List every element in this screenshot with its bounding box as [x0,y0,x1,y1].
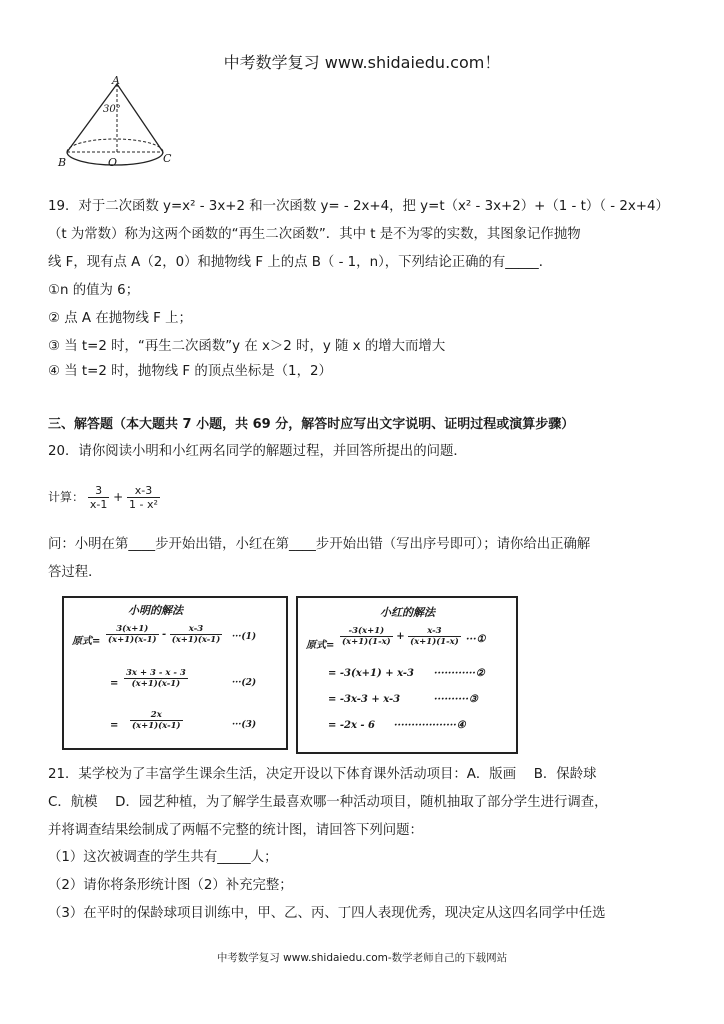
xh-s1-op: + [396,631,405,642]
xh-step4: = -2x - 6 [328,720,376,731]
q19-option-4: ④ 当 t=2 时，抛物线 F 的顶点坐标是（1，2） [48,364,332,379]
xm-s1-op: - [162,629,167,640]
cone-right-edge [117,84,163,152]
xh-s3-tag: ··········③ [434,694,478,705]
cone-base-back [67,139,163,152]
fraction-2-den: 1 - x² [129,498,158,511]
q20-ask-line2: 答过程． [48,565,102,580]
label-b: B [58,156,67,169]
plus-sign: + [113,490,124,504]
xm-s2-num: 3x + 3 - x - 3 [126,668,186,678]
page-header: 中考数学复习 www.shidaiedu.com！ [223,53,501,72]
q19-line3: 线 F，现有点 A（2，0）和抛物线 F 上的点 B（ ‑ 1，n），下列结论正确的有_____． [48,255,553,270]
q19-line2: （t 为常数）称为这两个函数的“再生二次函数”．其中 t 是不为零的实数，其图象记作抛物 [48,227,581,242]
xh-s4-tag: ··················④ [394,720,466,731]
cone-left-edge [67,84,117,152]
fraction-1 [88,484,109,511]
q20-ask-line1: 问：小明在第____步开始出错，小红在第____步开始出错（写出序号即可）；请你给出正确解 [48,537,591,552]
q21-line1: 21．某学校为了丰富学生课余生活，决定开设以下体育课外活动项目：A．版画 B．保龄球 [48,767,597,782]
xm-s2-eq: = [110,678,119,689]
calc-label: 计算： [48,490,85,504]
xm-s2-den: (x+1)(x-1) [131,679,181,689]
q21-sub2: （2）请你将条形统计图（2）补充完整； [48,878,293,893]
xm-s3-tag: ···(3) [232,720,257,730]
xh-s2-tag: ············② [434,668,485,679]
xm-s3-num: 2x [130,710,183,721]
fraction-2 [127,484,160,511]
label-angle: 30° [103,104,121,115]
q21-sub1: （1）这次被调查的学生共有_____人； [48,850,278,865]
xm-s1b-num: x-3 [170,624,223,635]
page-footer: 中考数学复习 www.shidaiedu.com-数学老师自己的下载网站 [216,952,508,964]
fraction-1-den: x-1 [89,498,108,511]
q21-line3: 并将调查结果绘制成了两幅不完整的统计图，请回答下列问题： [48,823,423,838]
xh-s1-tag: ···① [466,634,486,645]
q21-sub3: （3）在平时的保龄球项目训练中，甲、乙、丙、丁四人表现优秀，现决定从这四名同学中任选 [48,906,606,921]
xh-s1a-den: (x+1)(1-x) [342,637,391,647]
xh-s1a-num: -3(x+1) [340,626,393,637]
xm-s1-tag: ···(1) [232,632,257,642]
xm-s1a-num: 3(x+1) [106,624,159,635]
xm-s1b-den: (x+1)(x-1) [171,635,221,645]
xh-s1b-num: x-3 [408,626,461,637]
xiaoming-step1 [106,624,222,645]
section-title: 三、解答题（本大题共 7 小题，共 69 分，解答时应写出文字说明、证明过程或演算步骤） [48,417,575,432]
q19-option-3: ③ 当 t=2 时，“再生二次函数”y 在 x＞2 时，y 随 x 的增大而增大 [48,339,446,354]
xiaohong-yuanshi: 原式= [306,640,335,651]
q19-line1: 19．对于二次函数 y=x² ‑ 3x+2 和一次函数 y= ‑ 2x+4，把 y=t（x² ‑ 3x+2）+（1 ‑ t）（ ‑ 2x+4） [48,199,669,214]
xiaoming-yuanshi: 原式= [72,636,101,647]
xiaohong-step1 [340,626,461,647]
xiaohong-title: 小红的解法 [380,606,435,619]
q20-line1: 20．请你阅读小明和小红两名同学的解题过程，并回答所提出的问题． [48,444,467,459]
fraction-1-num: 3 [88,484,109,498]
q19-option-1: ①n 的值为 6； [48,283,140,298]
q21-line2: C．航模 D．园艺种植，为了解学生最喜欢哪一种活动项目，随机抽取了部分学生进行调查， [48,795,608,810]
xh-step2: = -3(x+1) + x-3 [328,668,414,679]
label-a: A [112,74,120,87]
xm-s3-den: (x+1)(x-1) [132,721,181,731]
xiaohong-solution-box [296,596,518,754]
label-o: O [108,156,118,169]
q19-option-2: ② 点 A 在抛物线 F 上； [48,311,192,326]
xiaoming-step2 [124,668,188,689]
xiaoming-title: 小明的解法 [128,604,183,617]
xh-s1b-den: (x+1)(1-x) [410,637,459,647]
xm-s3-eq: = [110,720,119,731]
fraction-2-num: x-3 [127,484,160,498]
xh-step3: = -3x-3 + x-3 [328,694,401,705]
xm-s1a-den: (x+1)(x-1) [108,635,157,645]
xiaoming-solution-box [62,596,288,750]
label-c: C [163,152,172,165]
xm-s2-tag: ···(2) [232,678,257,688]
xiaoming-step3 [130,710,183,731]
q20-expression [48,484,160,511]
